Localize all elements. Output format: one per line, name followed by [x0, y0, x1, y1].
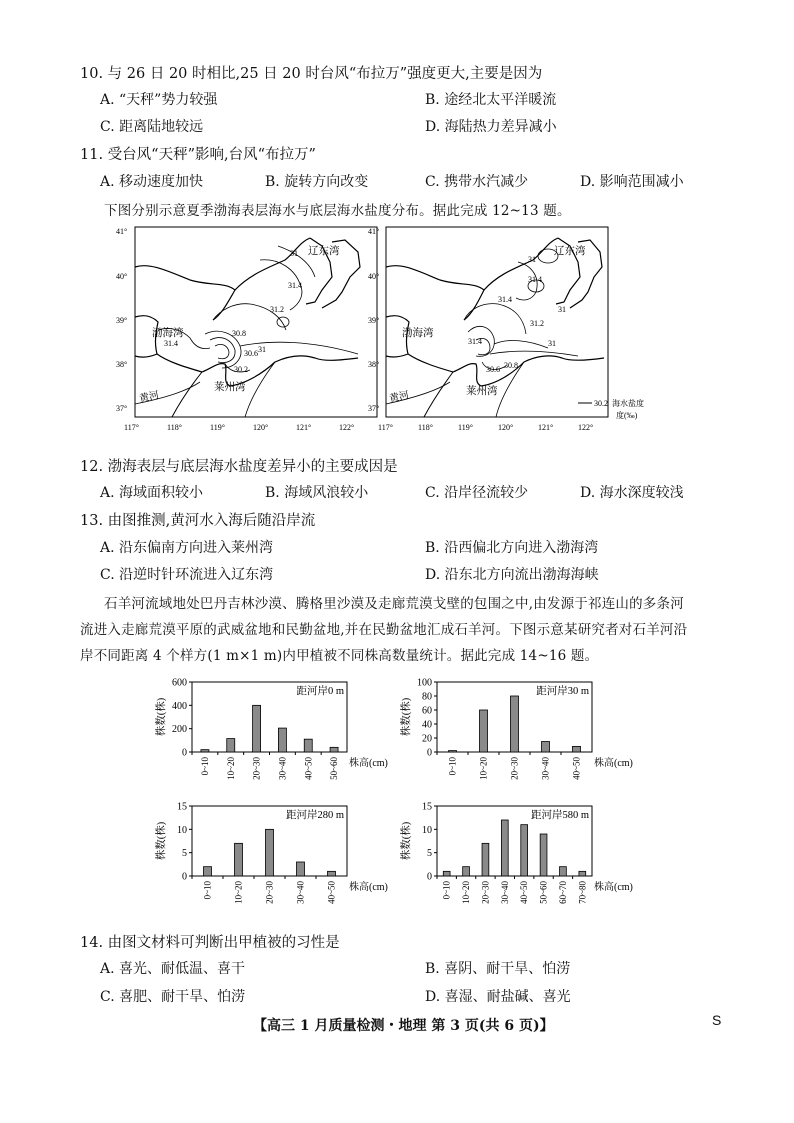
x-tick-label: 20~30 [480, 881, 491, 904]
lon-label: 119° [458, 423, 473, 432]
x-tick-label: 50~60 [329, 757, 340, 780]
left-iso-label: 31 [290, 249, 298, 258]
q11-option-a: A. 移动速度加快 [100, 174, 204, 190]
lat-label: 39° [116, 316, 128, 325]
lat-label: 38° [368, 360, 380, 369]
bottom-salinity-map [368, 227, 644, 432]
x-tick-label: 0~10 [199, 757, 210, 776]
intro-14-16-line2: 流进入走廊荒漠平原的武威盆地和民勤盆地,并在民勤盆地汇成石羊河。下图示意某研究者对石羊河沿 [80, 622, 688, 638]
left-iso-label: 31 [258, 345, 266, 354]
bar [443, 871, 450, 876]
y-axis-label: 株数(株) [156, 697, 167, 737]
y-tick-label: 0 [427, 871, 432, 883]
place-huanghe: 黄河 [138, 390, 161, 405]
y-axis-label: 株数(株) [401, 821, 412, 861]
x-tick-label: 30~40 [499, 881, 510, 904]
q10-option-c: C. 距离陆地较远 [100, 119, 204, 135]
bar [482, 843, 489, 876]
y-tick-label: 20 [422, 733, 432, 745]
q14-stem: 14. 由图文材料可判断出甲植被的习性是 [80, 935, 340, 951]
place-bohai: 渤海湾 [402, 328, 434, 339]
bar [521, 825, 528, 876]
lat-label: 38° [116, 360, 128, 369]
right-iso-label: 30.8 [504, 361, 518, 370]
lat-label: 40° [116, 272, 128, 281]
left-iso-label: 30.2 [234, 365, 248, 374]
lon-label: 117° [124, 423, 139, 432]
left-iso-label: 31.4 [164, 339, 178, 348]
lon-label: 118° [167, 423, 182, 432]
right-iso-label: 30.6 [486, 365, 500, 374]
lon-label: 121° [296, 423, 312, 432]
y-tick-label: 100 [417, 677, 432, 689]
bar [542, 742, 550, 753]
x-axis-label: 株高(cm) [594, 758, 633, 769]
q11-option-d: D. 影响范围减小 [580, 174, 684, 190]
bar [328, 871, 336, 876]
x-tick-label: 50~60 [538, 881, 549, 904]
right-iso-label: 31 [548, 339, 556, 348]
bar [560, 867, 567, 876]
y-tick-label: 10 [422, 824, 432, 836]
lat-label: 37° [368, 404, 380, 413]
right-iso-label: 31.4 [528, 275, 542, 284]
bar [463, 867, 470, 876]
x-axis-label: 株高(cm) [594, 882, 633, 893]
y-tick-label: 80 [422, 691, 432, 703]
x-tick-label: 70~80 [577, 881, 588, 904]
right-iso-label: 31.2 [530, 319, 544, 328]
y-tick-label: 400 [172, 700, 187, 712]
q12-option-c: C. 沿岸径流较少 [425, 485, 529, 501]
x-tick-label: 40~50 [519, 881, 530, 904]
q14-option-d: D. 喜湿、耐盐碱、喜光 [425, 989, 571, 1005]
place-bohai: 渤海湾 [152, 328, 184, 339]
q10-option-d: D. 海陆热力差异减小 [425, 119, 557, 135]
chart-title: 距河岸580 m [530, 810, 589, 821]
legend-label: 海水盐度 [612, 399, 644, 408]
chart-title: 距河岸0 m [296, 686, 344, 697]
y-tick-label: 0 [182, 747, 187, 759]
bar-chart-580m [395, 800, 655, 916]
q13-stem: 13. 由图推测,黄河水入海后随沿岸流 [80, 513, 316, 529]
y-axis-label: 株数(株) [401, 697, 412, 737]
q12-option-a: A. 海域面积较小 [100, 485, 204, 501]
left-iso-label: 30.8 [232, 329, 246, 338]
q12-option-d: D. 海水深度较浅 [580, 485, 684, 501]
lat-label: 39° [368, 316, 380, 325]
bar [297, 862, 305, 876]
bar [304, 739, 312, 752]
right-iso-label: 31 [558, 305, 566, 314]
y-tick-label: 5 [182, 848, 187, 860]
salinity-maps [110, 222, 710, 444]
bar [227, 739, 235, 752]
lon-label: 121° [538, 423, 554, 432]
x-tick-label: 10~20 [478, 757, 489, 780]
lon-label: 120° [253, 423, 269, 432]
q14-option-c: C. 喜肥、耐干旱、怕涝 [100, 989, 246, 1005]
bar [511, 696, 519, 752]
bar [253, 705, 261, 752]
lon-label: 122° [578, 423, 594, 432]
bar [540, 834, 547, 876]
x-axis-label: 株高(cm) [349, 882, 388, 893]
place-laizhou: 莱州湾 [214, 382, 246, 393]
q11-option-b: B. 旋转方向改变 [265, 174, 369, 190]
bar-chart-280m [150, 800, 410, 916]
q13-option-c: C. 沿逆时针环流进入辽东湾 [100, 567, 274, 583]
x-tick-label: 30~40 [540, 757, 551, 780]
q13-option-b: B. 沿西偏北方向进入渤海湾 [425, 540, 599, 556]
surface-salinity-map [116, 227, 380, 432]
q13-option-a: A. 沿东偏南方向进入莱州湾 [100, 540, 274, 556]
q12-option-b: B. 海域风浪较小 [265, 485, 369, 501]
y-tick-label: 600 [172, 677, 187, 689]
lon-label: 120° [498, 423, 514, 432]
bar [579, 871, 586, 876]
q12-stem: 12. 渤海表层与底层海水盐度差异小的主要成因是 [80, 459, 398, 475]
lon-label: 119° [210, 423, 225, 432]
x-tick-label: 20~30 [264, 881, 275, 904]
right-iso-label: 31 [528, 255, 536, 264]
y-tick-label: 15 [422, 801, 432, 813]
y-axis-label: 株数(株) [156, 821, 167, 861]
bar-chart-0m [150, 676, 410, 788]
x-tick-label: 60~70 [557, 881, 568, 904]
right-iso-label: 31.4 [498, 295, 512, 304]
intro-14-16-line1: 石羊河流域地处巴丹吉林沙漠、腾格里沙漠及走廊荒漠戈壁的包围之中,由发源于祁连山的多条河 [104, 596, 684, 612]
lon-label: 122° [339, 423, 355, 432]
place-liaodong: 辽东湾 [554, 246, 586, 257]
y-tick-label: 10 [177, 824, 187, 836]
intro-14-16-line3: 岸不同距离 4 个样方(1 m×1 m)内甲植被不同株高数量统计。据此完成 14~16 题。 [80, 648, 599, 664]
bar [278, 728, 286, 752]
lat-label: 40° [368, 272, 380, 281]
y-tick-label: 5 [427, 848, 432, 860]
x-tick-label: 40~50 [303, 757, 314, 780]
bar [235, 843, 243, 876]
x-tick-label: 10~20 [461, 881, 472, 904]
y-tick-label: 15 [177, 801, 187, 813]
lat-label: 37° [116, 404, 128, 413]
y-tick-label: 0 [182, 871, 187, 883]
legend-unit: 度(‰) [616, 411, 638, 420]
x-tick-label: 0~10 [441, 881, 452, 900]
page-mark: S [712, 1012, 722, 1028]
q11-stem: 11. 受台风“天秤”影响,台风“布拉万” [80, 147, 316, 163]
intro-12-13: 下图分别示意夏季渤海表层海水与底层海水盐度分布。据此完成 12~13 题。 [104, 203, 571, 219]
bar [201, 750, 209, 752]
x-tick-label: 0~10 [447, 757, 458, 776]
right-iso-label: 31.4 [468, 337, 482, 346]
place-laizhou: 莱州湾 [466, 386, 498, 397]
q10-option-b: B. 途经北太平洋暖流 [425, 92, 557, 108]
x-tick-label: 30~40 [277, 757, 288, 780]
q10-stem: 10. 与 26 日 20 时相比,25 日 20 时台风“布拉万”强度更大,主要是因为 [80, 66, 543, 82]
q10-option-a: A. “天秤”势力较强 [100, 92, 218, 108]
legend-value: 30.2 [594, 399, 608, 408]
x-tick-label: 10~20 [225, 757, 236, 780]
x-tick-label: 0~10 [202, 881, 213, 900]
left-iso-label: 30.6 [244, 349, 258, 358]
place-liaodong: 辽东湾 [308, 246, 340, 257]
bar [266, 829, 274, 876]
bar [501, 820, 508, 876]
x-tick-label: 20~30 [251, 757, 262, 780]
left-iso-label: 31.4 [288, 281, 302, 290]
left-iso-label: 31.2 [270, 305, 284, 314]
q11-option-c: C. 携带水汽减少 [425, 174, 529, 190]
bar [330, 747, 338, 752]
bar [480, 710, 488, 752]
page-footer: 【高三 1 月质量检测・地理 第 3 页(共 6 页)】 [253, 1018, 554, 1034]
x-axis-label: 株高(cm) [349, 758, 388, 769]
bar [204, 867, 212, 876]
place-huanghe: 黄河 [388, 390, 411, 405]
x-tick-label: 40~50 [326, 881, 337, 904]
bar-chart-30m [395, 676, 655, 788]
y-tick-label: 200 [172, 724, 187, 736]
lat-label: 41° [116, 227, 128, 236]
lon-label: 118° [418, 423, 433, 432]
x-tick-label: 40~50 [571, 757, 582, 780]
x-tick-label: 20~30 [509, 757, 520, 780]
q13-option-d: D. 沿东北方向流出渤海海峡 [425, 567, 599, 583]
q14-option-a: A. 喜光、耐低温、喜干 [100, 961, 246, 977]
y-tick-label: 60 [422, 705, 432, 717]
lat-label: 41° [368, 227, 380, 236]
q14-option-b: B. 喜阴、耐干旱、怕涝 [425, 961, 571, 977]
y-tick-label: 0 [427, 747, 432, 759]
chart-title: 距河岸280 m [285, 810, 344, 821]
bar [449, 751, 457, 752]
chart-title: 距河岸30 m [536, 686, 589, 697]
bar [573, 746, 581, 752]
y-tick-label: 40 [422, 719, 432, 731]
lon-label: 117° [378, 423, 393, 432]
x-tick-label: 30~40 [295, 881, 306, 904]
x-tick-label: 10~20 [233, 881, 244, 904]
